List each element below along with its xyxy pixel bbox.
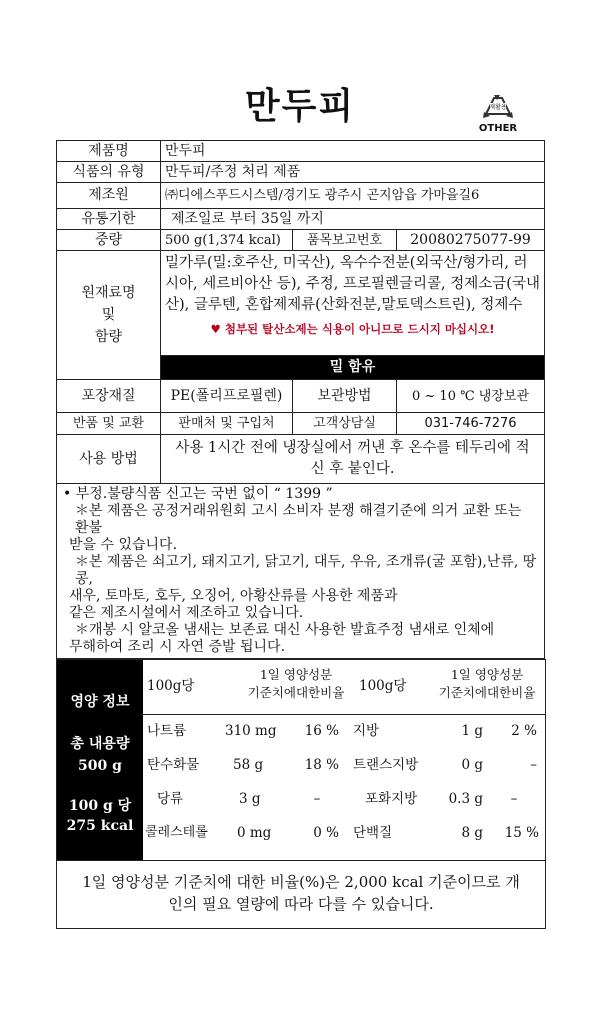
nutrient-percent: – (510, 791, 518, 807)
page-title: 만두피 (244, 86, 356, 127)
notice-box (57, 484, 545, 659)
nutrient-name: 당류 (157, 791, 184, 807)
recycle-label: OTHER (478, 123, 518, 134)
nutrient-percent: – (313, 791, 321, 807)
notice-2c: 같은 제조시설에서 제조하고 있습니다. (69, 605, 304, 621)
ingredients-label-2: 및 (101, 307, 116, 323)
ingredients-label-1: 원재료명 (81, 285, 136, 301)
recycle-mark (470, 92, 526, 138)
product-info-table (56, 140, 545, 659)
weight-value: 500 g(1,374 kcal) (161, 230, 293, 251)
recycle-top-text: 재활용 (489, 104, 507, 111)
nutrition-side-panel (57, 660, 143, 860)
maker-value: ㈜디에스푸드시스템/경기도 광주시 곤지암읍 가마을길6 (161, 183, 545, 209)
nutrient-name: 나트륨 (147, 723, 187, 739)
total-label: 총 내용량 (70, 736, 130, 752)
nutrition-footnote (57, 860, 545, 928)
nutrient-percent: 18 % (304, 757, 339, 773)
nutrient-name: 단백질 (353, 825, 393, 841)
usage-label: 사용 방법 (57, 435, 161, 484)
nutrition-facts (56, 659, 546, 929)
nutrient-percent: 16 % (304, 723, 339, 739)
expiry-label: 유통기한 (57, 209, 161, 230)
cs-label: 고객상담실 (293, 413, 397, 435)
packaging-label: 포장재질 (57, 380, 161, 413)
nutrient-percent: – (530, 757, 537, 773)
storage-label: 보관방법 (293, 380, 397, 413)
nutrient-value: 3 g (239, 791, 261, 807)
report-no-value: 20080275077-99 (397, 230, 545, 251)
nutrient-value: 58 g (233, 757, 264, 773)
nutrient-name: 탄수화물 (147, 757, 200, 773)
usage-value: 사용 1시간 전에 냉장실에서 꺼낸 후 온수를 테두리에 적신 후 붙인다. (161, 435, 545, 484)
notice-3a: ＊개봉 시 알코올 냄새는 보존료 대신 사용한 발효주정 냄새로 인체에 (75, 622, 495, 638)
nutrient-value: 0 g (461, 757, 483, 773)
warning-line (165, 319, 540, 340)
col-daily-right-2: 기준치에대한비율 (438, 685, 536, 700)
product-name-label: 제품명 (57, 141, 161, 162)
per-100g-kcal: 275 kcal (66, 818, 134, 834)
per-100g-label: 100 g 당 (68, 798, 132, 814)
deoxidizer-warning: 첨부된 탈산소제는 식용이 아니므로 드시지 마십시오! (224, 322, 495, 336)
return-label: 반품 및 교환 (57, 413, 161, 435)
header-divider (143, 714, 545, 715)
cs-phone: 031-746-7276 (397, 413, 545, 435)
return-value: 판매처 및 구입처 (161, 413, 293, 435)
report-line: • 부정.불량식품 신고는 국번 없이 “ 1399 ” (63, 486, 333, 502)
food-type-value: 만두피/주정 처리 제품 (161, 162, 545, 183)
total-value: 500 g (78, 758, 122, 774)
footnote-text: 1일 영양성분 기준치에 대한 비율(%)은 2,000 kcal 기준이므로 개인의 필요 열량에 따라 다를 수 있습니다. (82, 873, 520, 913)
nutrient-percent: 2 % (511, 723, 537, 739)
storage-value: 0 ~ 10 ℃ 냉장보관 (397, 380, 545, 413)
allergen-banner: 밀 함유 (161, 356, 545, 380)
expiry-value: 제조일로 부터 35일 까지 (161, 209, 545, 230)
nutrient-value: 0 mg (237, 825, 272, 841)
nutrient-percent: 15 % (504, 825, 539, 841)
nutrient-name: 콜레스테롤 (145, 825, 208, 840)
report-no-label: 품목보고번호 (293, 230, 397, 251)
notice-1a: ＊본 제품은 공정거래위원회 고시 소비자 분쟁 해결기준에 의거 교환 또는 환불 (75, 503, 522, 536)
nutrient-name: 포화지방 (365, 791, 418, 807)
notice-3b: 무해하여 조리 시 자연 증발 됩니다. (69, 639, 286, 655)
packaging-value: PE(폴리프로필렌) (161, 380, 293, 413)
maker-label: 제조원 (57, 183, 161, 209)
notice-2a: ＊본 제품은 쇠고기, 돼지고기, 닭고기, 대두, 우유, 조개류(굴 포함),난류, 땅콩, (75, 554, 537, 587)
notice-1b: 받을 수 있습니다. (69, 537, 178, 553)
ingredients-label (57, 251, 161, 380)
col-daily-left-2: 기준치에대한비율 (247, 685, 345, 700)
weight-label: 중량 (57, 230, 161, 251)
nutrient-value: 310 mg (225, 723, 277, 739)
nutrient-value: 8 g (461, 825, 483, 841)
nutrition-title: 영양 정보 (70, 694, 130, 710)
ingredients-value: 밀가루(밀:호주산, 미국산), 옥수수전분(외국산/형가리, 러시아, 세르비아산 등), 주정, 프로필렌글리콜, 정제소금(국내산), 글루텐, 혼합제제류(산화전분,말토덱스트린), 정제수 (165, 255, 540, 313)
nutrient-percent: 0 % (313, 825, 339, 841)
product-name-value: 만두피 (161, 141, 545, 162)
col-daily-left-1: 1일 영양성분 (259, 667, 333, 682)
col-daily-right-1: 1일 영양성분 (450, 667, 524, 682)
notice-2b: 새우, 토마토, 호두, 오징어, 아황산류를 사용한 제품과 (69, 588, 398, 604)
recycle-mark-icon (470, 92, 526, 124)
food-type-label: 식품의 유형 (57, 162, 161, 183)
nutrient-name: 지방 (353, 723, 380, 739)
col-per100-left: 100g당 (147, 678, 195, 694)
nutrient-value: 0.3 g (448, 791, 483, 807)
nutrient-value: 1 g (461, 723, 483, 739)
ingredients-cell (161, 251, 545, 356)
col-per100-right: 100g당 (359, 678, 407, 694)
ingredients-label-3: 함량 (94, 329, 123, 345)
heart-icon: ♥ (210, 322, 225, 336)
nutrient-name: 트랜스지방 (353, 757, 419, 773)
